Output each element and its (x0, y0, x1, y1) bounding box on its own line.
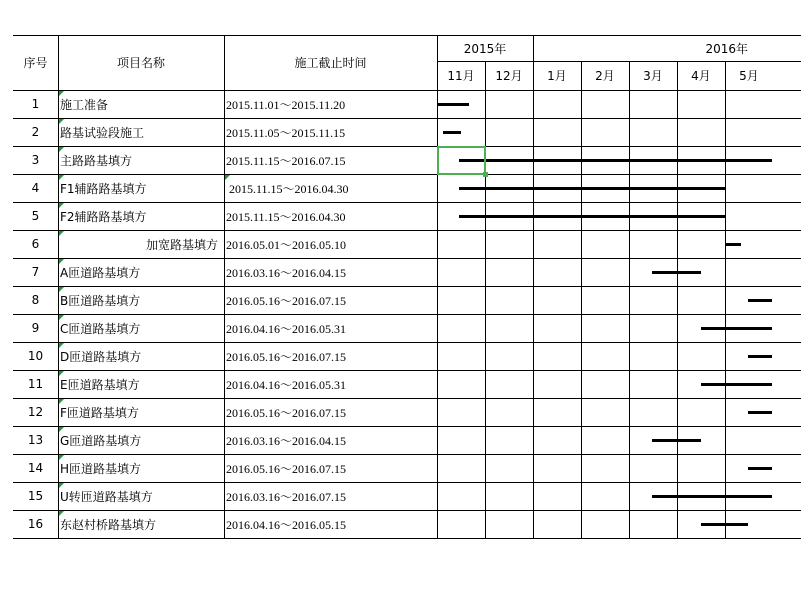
cell-project-name[interactable]: 路基试验段施工 (60, 125, 145, 140)
cell-seq[interactable]: 6 (31, 237, 40, 251)
cell-project-name[interactable]: F2辅路路基填方 (60, 209, 147, 224)
header-project-name[interactable]: 项目名称 (116, 56, 165, 70)
cell-seq[interactable]: 15 (27, 489, 44, 503)
gantt-bar (701, 523, 748, 526)
gantt-bar (725, 243, 741, 246)
header-month-2016-04[interactable]: 4月 (691, 69, 711, 83)
cell-period[interactable]: 2016.04.16～2016.05.15 (226, 517, 347, 532)
grid-line (13, 510, 801, 511)
comment-marker-icon (225, 175, 230, 180)
grid-line (629, 61, 630, 538)
cell-seq[interactable]: 1 (31, 97, 40, 111)
comment-marker-icon (59, 399, 64, 404)
comment-marker-icon (59, 287, 64, 292)
comment-marker-icon (59, 343, 64, 348)
header-year-2016[interactable]: 2016年 (705, 41, 748, 56)
cell-period[interactable]: 2016.05.01～2016.05.10 (226, 237, 347, 252)
gantt-bar (748, 467, 772, 470)
comment-marker-icon (59, 455, 64, 460)
grid-line (13, 258, 801, 259)
header-month-2015-11[interactable]: 11月 (447, 69, 475, 83)
grid-line (13, 482, 801, 483)
fill-handle[interactable] (483, 172, 488, 177)
cell-project-name[interactable]: 加宽路基填方 (145, 237, 218, 252)
cell-project-name[interactable]: U转匝道路基填方 (60, 489, 153, 504)
cell-seq[interactable]: 12 (27, 405, 44, 419)
cell-project-name[interactable]: E匝道路基填方 (60, 377, 140, 392)
cell-period[interactable]: 2016.03.16～2016.04.15 (226, 433, 347, 448)
cell-period[interactable]: 2016.03.16～2016.07.15 (226, 489, 347, 504)
grid-line (13, 314, 801, 315)
gantt-bar (748, 411, 772, 414)
cell-seq[interactable]: 8 (31, 293, 40, 307)
cell-seq[interactable]: 10 (27, 349, 44, 363)
gantt-bar (701, 383, 772, 386)
grid-line (13, 118, 801, 119)
gantt-bar (748, 299, 772, 302)
comment-marker-icon (59, 175, 64, 180)
cell-seq[interactable]: 4 (31, 181, 40, 195)
gantt-bar (701, 327, 772, 330)
cell-project-name[interactable]: 施工准备 (60, 97, 109, 112)
gantt-bar (443, 131, 461, 134)
cell-project-name[interactable]: 东赵村桥路基填方 (60, 517, 157, 532)
gantt-bar (748, 355, 772, 358)
cell-period[interactable]: 2016.05.16～2016.07.15 (226, 349, 347, 364)
cell-seq[interactable]: 11 (27, 377, 44, 391)
cell-period[interactable]: 2015.11.01～2015.11.20 (226, 97, 346, 112)
comment-marker-icon (59, 511, 64, 516)
grid-line (13, 342, 801, 343)
cell-project-name[interactable]: B匝道路基填方 (60, 293, 141, 308)
gantt-bar (459, 215, 725, 218)
comment-marker-icon (59, 427, 64, 432)
cell-project-name[interactable]: 主路路基填方 (60, 153, 133, 168)
gantt-bar (459, 159, 772, 162)
header-month-2016-03[interactable]: 3月 (643, 69, 663, 83)
cell-period[interactable]: 2016.04.16～2016.05.31 (226, 377, 347, 392)
grid-line (13, 286, 801, 287)
grid-line (485, 61, 486, 538)
cell-period[interactable]: 2015.11.15～2016.04.30 (226, 209, 346, 224)
gantt-bar (652, 439, 701, 442)
comment-marker-icon (59, 119, 64, 124)
grid-line (13, 538, 801, 539)
grid-line (437, 61, 801, 62)
comment-marker-icon (59, 147, 64, 152)
cell-seq[interactable]: 14 (27, 461, 44, 475)
gantt-bar (652, 495, 772, 498)
grid-line (13, 454, 801, 455)
header-construction-period[interactable]: 施工截止时间 (294, 56, 367, 70)
cell-project-name[interactable]: F1辅路路基填方 (60, 181, 147, 196)
grid-line (13, 370, 801, 371)
comment-marker-icon (59, 315, 64, 320)
cell-period[interactable]: 2016.05.16～2016.07.15 (226, 461, 347, 476)
header-month-2016-02[interactable]: 2月 (595, 69, 615, 83)
cell-project-name[interactable]: H匝道路基填方 (60, 461, 142, 476)
gantt-bar (652, 271, 701, 274)
cell-seq[interactable]: 5 (31, 209, 40, 223)
grid-line (13, 202, 801, 203)
comment-marker-icon (59, 231, 64, 236)
header-seq[interactable]: 序号 (23, 56, 48, 70)
header-month-2016-01[interactable]: 1月 (547, 69, 567, 83)
comment-marker-icon (59, 203, 64, 208)
comment-marker-icon (59, 483, 64, 488)
grid-line (725, 61, 726, 538)
cell-seq[interactable]: 16 (27, 517, 44, 531)
grid-line (13, 35, 801, 36)
selected-cell-highlight (437, 146, 486, 175)
cell-project-name[interactable]: C匝道路基填方 (60, 321, 141, 336)
grid-line (677, 61, 678, 538)
cell-seq[interactable]: 7 (31, 265, 40, 279)
comment-marker-icon (59, 91, 64, 96)
grid-line (13, 146, 801, 147)
cell-period[interactable]: 2016.04.16～2016.05.31 (226, 321, 347, 336)
grid-line (13, 398, 801, 399)
cell-project-name[interactable]: A匝道路基填方 (60, 265, 141, 280)
cell-period[interactable]: 2016.05.16～2016.07.15 (226, 293, 347, 308)
cell-project-name[interactable]: D匝道路基填方 (60, 349, 142, 364)
header-month-2015-12[interactable]: 12月 (495, 69, 523, 83)
comment-marker-icon (59, 371, 64, 376)
comment-marker-icon (59, 259, 64, 264)
gantt-bar (437, 103, 469, 106)
cell-period[interactable]: 2015.11.15～2016.04.30 (229, 181, 349, 196)
cell-seq[interactable]: 2 (31, 125, 40, 139)
gantt-bar (459, 187, 725, 190)
grid-line (581, 61, 582, 538)
grid-line (13, 174, 801, 175)
cell-seq[interactable]: 9 (31, 321, 40, 335)
cell-period[interactable]: 2016.05.16～2016.07.15 (226, 405, 347, 420)
header-month-2016-05[interactable]: 5月 (739, 69, 759, 83)
cell-period[interactable]: 2016.03.16～2016.04.15 (226, 265, 347, 280)
cell-project-name[interactable]: G匝道路基填方 (60, 433, 142, 448)
header-year-2015[interactable]: 2015年 (463, 41, 507, 56)
cell-period[interactable]: 2015.11.15～2016.07.15 (226, 153, 346, 168)
cell-project-name[interactable]: F匝道路基填方 (60, 405, 139, 420)
grid-line (13, 90, 801, 91)
grid-line (13, 230, 801, 231)
grid-line (13, 426, 801, 427)
cell-seq[interactable]: 3 (31, 153, 40, 167)
cell-period[interactable]: 2015.11.05～2015.11.15 (226, 125, 346, 140)
cell-seq[interactable]: 13 (27, 433, 44, 447)
